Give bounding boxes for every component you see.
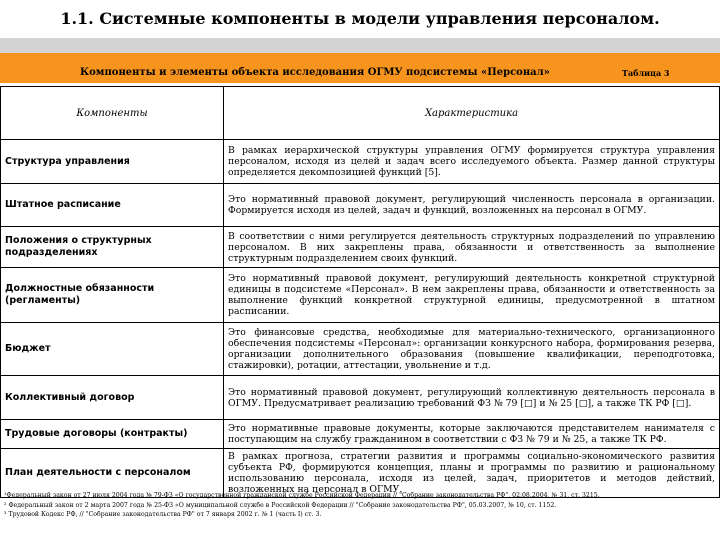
table-caption-text: Компоненты и элементы объекта исследования ОГМУ подсистемы «Персонал» [80,67,550,78]
component-cell: Трудовые договоры (контракты) [1,420,224,449]
column-header-components: Компоненты [1,87,224,140]
component-cell: Должностные обязанности (регламенты) [1,268,224,323]
footnotes [4,491,716,520]
component-cell: Коллективный договор [1,376,224,420]
table-number: Таблица 3 [622,68,670,78]
table-row [1,268,720,323]
components-table [0,86,720,498]
description-cell: Это нормативный правовой документ, регулирующий коллективную деятельность персонала в ОГМУ. Предусматривает реализацию требований ФЗ № 79 [□] и № 25 [□], а также ТК РФ [□]. [224,376,720,420]
component-cell: Положения о структурных подразделениях [1,227,224,268]
description-cell: В рамках иерархической структуры управления ОГМУ формируется структура управления персоналом, исходя из целей и задач всего исследуемого объекта. Размер данной структуры определяется декомпозицией функций [5]. [224,140,720,184]
footnote: ¹Федеральный закон от 27 июля 2004 года № 79-ФЗ «О государственной гражданской службе Российской Федерации // "Собрание законодательства РФ", 02.08.2004, № 31, ст. 3215. [4,492,600,499]
page-title: 1.1. Системные компоненты в модели управления персоналом. [60,9,660,28]
column-header-characteristic: Характеристика [224,87,720,140]
description-cell: Это нормативный правовой документ, регулирующий деятельность конкретной структурной единицы в подсистеме «Персонал». В нем закреплены права, обязанности и ответственность за выполнение функций конкретной структурной единицы, предусмотренной в штатном расписании. [224,268,720,323]
table-row [1,420,720,449]
component-cell: Структура управления [1,140,224,184]
description-cell: Это нормативные правовые документы, которые заключаются представителем нанимателя с поступающим на службу гражданином в соответствии с ФЗ № 79 и № 25, а также ТК РФ. [224,420,720,449]
description-cell: В рамках прогноза, стратегии развития и программы социально-экономического развития субъекта РФ, формируются концепция, планы и программы по развитию и рациональному использованию персонала, исходя из целей, задач, приоритетов и методов действий, возложенных на персонал в ОГМУ. [224,449,720,498]
table-row [1,323,720,376]
table-caption [0,67,720,81]
component-cell: Штатное расписание [1,184,224,227]
gray-band [0,38,720,53]
table-row [1,227,720,268]
footnote: ² Федеральный закон от 2 марта 2007 года № 25-ФЗ «О муниципальной службе в Российской Федерации // "Собрание законодательства РФ", 05.03.2007, № 10, ст. 1152. [4,501,557,509]
component-cell: Бюджет [1,323,224,376]
table-row [1,376,720,420]
description-cell: Это нормативный правовой документ, регулирующий численность персонала в организации. Формируется исходя из целей, задач и функций, возложенных на персонал в ОГМУ. [224,184,720,227]
description-cell: В соответствии с ними регулируется деятельность структурных подразделений по управлению персоналом. В них закреплены права, обязанности и ответственность за выполнение структурным подразделением своих функций. [224,227,720,268]
table-row [1,140,720,184]
description-cell: Это финансовые средства, необходимые для материально-технического, организационного обеспечения подсистемы «Персонал»: организации конкурсного набора, формирования резерва, организации дополнительного образования (повышение квалификации, переподготовка, стажировки), ротации, аттестации, увольнение и т.д. [224,323,720,376]
component-cell: План деятельности с персоналом [1,449,224,498]
table-header-row [1,87,720,140]
footnote: ³ Трудовой Кодекс РФ, // "Собрание законодательства РФ" от 7 января 2002 г. № 1 (часть I) ст. 3. [4,511,322,518]
table-row [1,184,720,227]
